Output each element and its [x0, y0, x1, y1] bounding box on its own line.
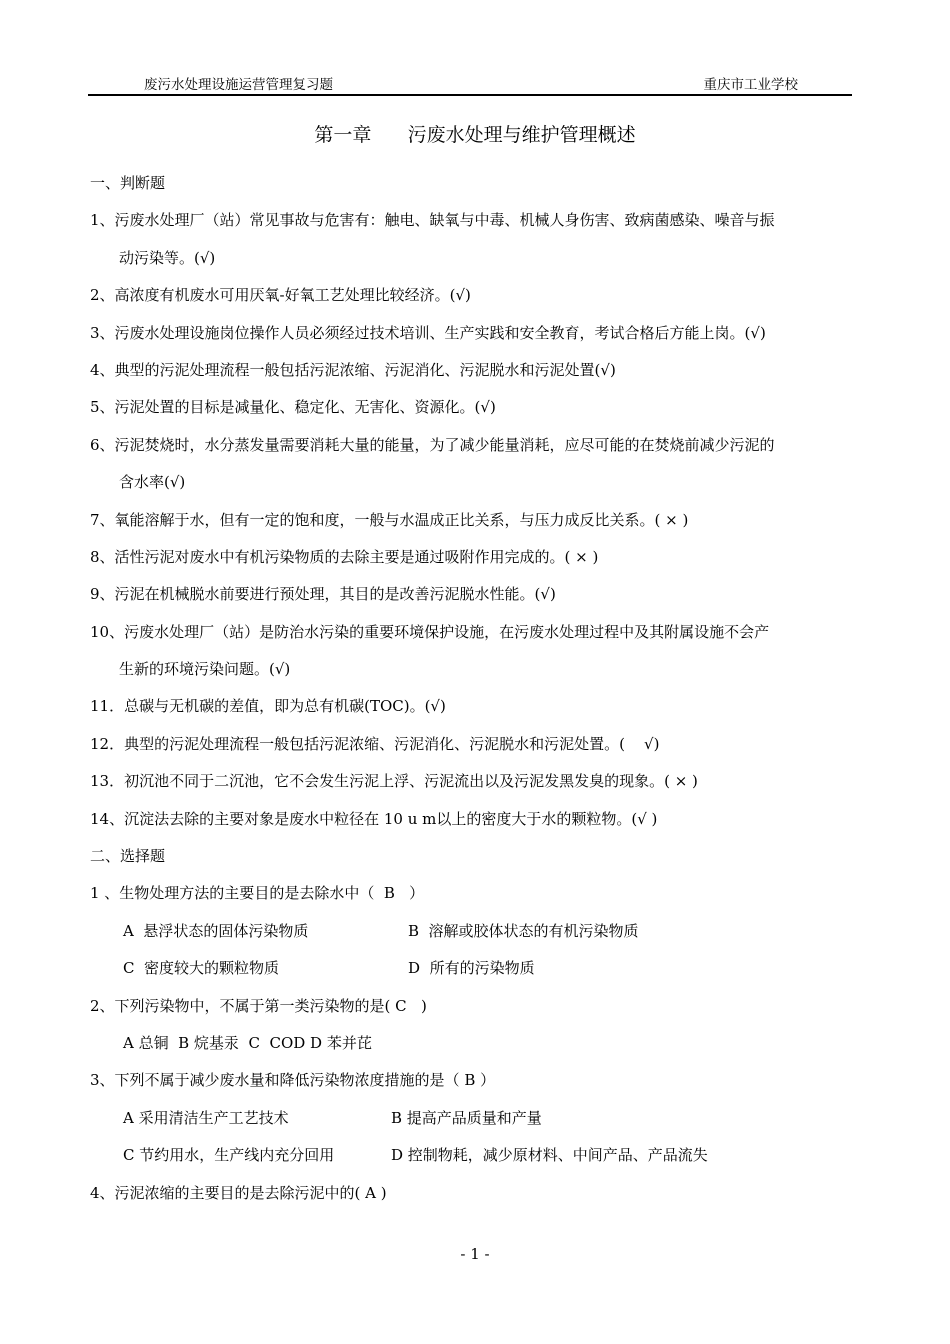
choice-option-d: D 所有的污染物质 [408, 959, 535, 978]
question-line: 2、高浓度有机废水可用厌氧-好氧工艺处理比较经济。(√) [90, 286, 471, 305]
header-title: 废污水处理设施运营管理复习题 [144, 77, 333, 93]
choice-options-row [90, 1137, 855, 1174]
choice-option-b: B 提高产品质量和产量 [391, 1108, 542, 1127]
choice-option-d: D 控制物耗，减少原材料、中间产品、产品流失 [391, 1146, 708, 1165]
section-heading-judgment: 一、判断题 [90, 174, 166, 192]
question-line-continued: 动污染等。(√) [119, 248, 216, 267]
question-line: 13．初沉池不同于二沉池，它不会发生污泥上浮、污泥流出以及污泥发黑发臭的现象。( × ) [90, 772, 698, 791]
choice-question-stem: 2、下列污染物中，不属于第一类污染物的是( C ) [90, 996, 427, 1015]
document-body [90, 165, 855, 1212]
choice-option-a: A 悬浮状态的固体污染物质 [123, 921, 309, 940]
question-line-continued: 含水率(√) [119, 473, 186, 492]
choice-options-row [90, 913, 855, 950]
question-line: 1、污废水处理厂（站）常见事故与危害有：触电、缺氧与中毒、机械人身伤害、致病菌感染、噪音与振 [90, 211, 775, 230]
choice-options-row [90, 950, 855, 987]
question-line-continued: 生新的环境污染问题。(√) [119, 660, 291, 679]
question-line: 9、污泥在机械脱水前要进行预处理，其目的是改善污泥脱水性能。(√) [90, 585, 556, 604]
question-line: 10、污废水处理厂（站）是防治水污染的重要环境保护设施，在污废水处理过程中及其附属设施不会产 [90, 622, 770, 641]
question-line: 5、污泥处置的目标是减量化、稳定化、无害化、资源化。(√) [90, 398, 496, 417]
section-heading-choice: 二、选择题 [90, 847, 166, 866]
question-line: 11．总碳与无机碳的差值，即为总有机碳(TOC)。(√) [90, 697, 446, 716]
question-line: 7、氧能溶解于水，但有一定的饱和度，一般与水温成正比关系，与压力成反比关系。( × ) [90, 510, 689, 529]
choice-question-stem: 4、污泥浓缩的主要目的是去除污泥中的( A ) [90, 1183, 387, 1202]
question-line: 3、污废水处理设施岗位操作人员必须经过技术培训、生产实践和安全教育，考试合格后方能上岗。(√) [90, 323, 766, 342]
question-line: 4、典型的污泥处理流程一般包括污泥浓缩、污泥消化、污泥脱水和污泥处置(√) [90, 360, 616, 379]
choice-option-a: A 采用清洁生产工艺技术 [123, 1108, 289, 1127]
page-number: - 1 - [460, 1245, 490, 1263]
choice-question-stem: 1 、生物处理方法的主要目的是去除水中（ B ） [90, 884, 425, 903]
question-line: 8、活性污泥对废水中有机污染物质的去除主要是通过吸附作用完成的。( × ) [90, 547, 599, 566]
page-header [88, 66, 852, 96]
question-line: 14、沉淀法去除的主要对象是废水中粒径在 10 u m以上的密度大于水的颗粒物。(√ ) [90, 809, 658, 828]
question-line: 6、污泥焚烧时，水分蒸发量需要消耗大量的能量，为了减少能量消耗，应尽可能的在焚烧前减少污泥的 [90, 435, 775, 454]
header-school: 重庆市工业学校 [703, 77, 798, 93]
chapter-title: 第一章 污废水处理与维护管理概述 [314, 124, 636, 146]
choice-option-c: C 节约用水，生产线内充分回用 [123, 1146, 335, 1165]
choice-options-inline: A 总铜 B 烷基汞 C COD D 苯并芘 [123, 1033, 372, 1052]
choice-options-row [90, 1100, 855, 1137]
question-line: 12．典型的污泥处理流程一般包括污泥浓缩、污泥消化、污泥脱水和污泥处置。( √) [90, 734, 660, 753]
choice-option-b: B 溶解或胶体状态的有机污染物质 [408, 921, 639, 940]
choice-option-c: C 密度较大的颗粒物质 [123, 959, 280, 978]
choice-question-stem: 3、下列不属于减少废水量和降低污染物浓度措施的是（ B ） [90, 1071, 496, 1090]
